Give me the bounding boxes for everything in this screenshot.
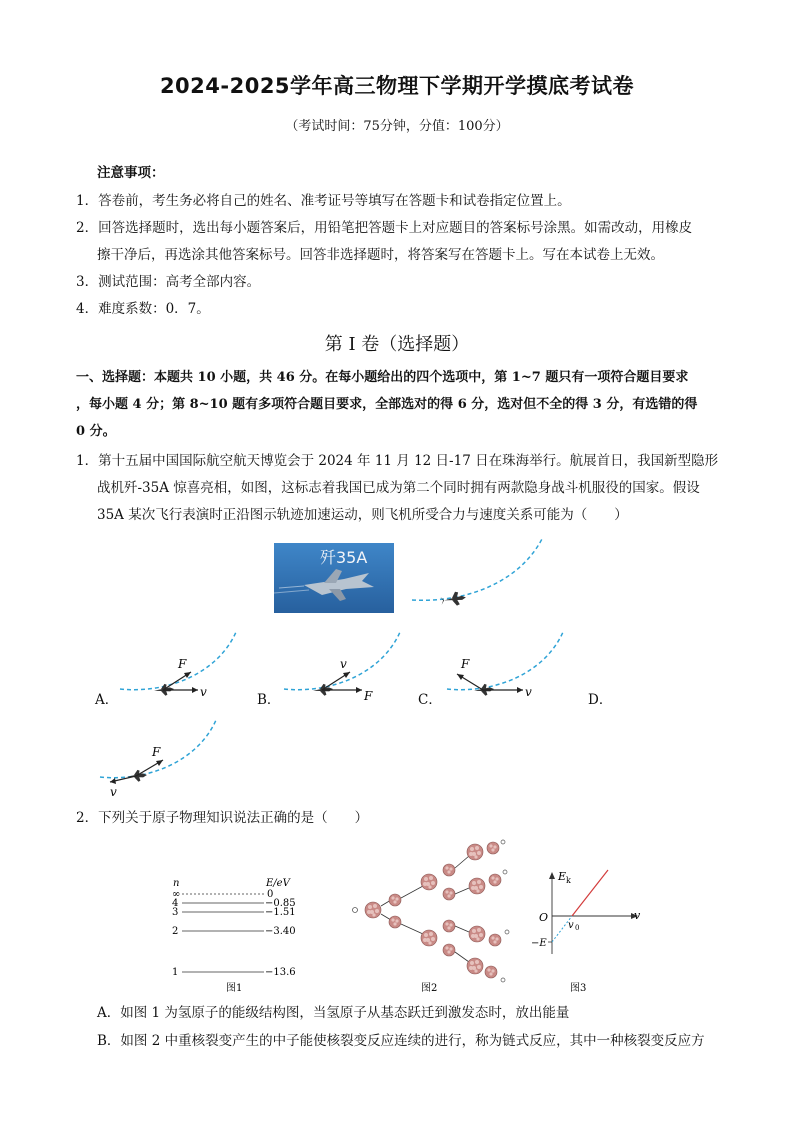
option-label-a: A．: [95, 692, 119, 708]
svg-text:k: k: [566, 876, 571, 885]
svg-text:0: 0: [575, 924, 580, 932]
svg-text:F: F: [178, 657, 187, 671]
svg-text:−0.85: −0.85: [265, 898, 296, 909]
section-title: 第 I 卷（选择题）: [324, 334, 470, 355]
svg-text:图2: 图2: [421, 983, 438, 994]
q1-stem: 35A 某次飞行表演时正沿图示轨迹加速运动，则飞机所受合力与速度关系可能为（ ）: [97, 507, 628, 523]
option-c-diagram: [445, 628, 570, 703]
svg-text:F: F: [364, 689, 373, 703]
svg-text:O: O: [539, 911, 549, 924]
photoelectric-graph: [530, 866, 645, 996]
svg-text:v: v: [340, 657, 347, 671]
svg-text:0: 0: [267, 889, 274, 900]
option-d-diagram: [98, 716, 223, 798]
svg-text:4: 4: [172, 898, 179, 909]
svg-text:F: F: [461, 657, 470, 671]
svg-text:图1: 图1: [226, 983, 243, 994]
svg-text:−E: −E: [531, 938, 547, 949]
instruction-line: 一、选择题：本题共 10 小题，共 46 分。在每小题给出的四个选项中，第 1~7 题只有一项符合题目要求: [76, 370, 689, 385]
svg-text:v: v: [568, 920, 574, 931]
svg-text:F: F: [152, 745, 161, 759]
option-a-diagram: [118, 628, 243, 703]
svg-text:图3: 图3: [570, 983, 587, 994]
instruction-line: 0 分。: [76, 424, 116, 439]
option-b-diagram: [282, 628, 407, 703]
photo-label: 歼35A: [320, 548, 368, 567]
instruction-line: ，每小题 4 分；第 8~10 题有多项符合题目要求，全部选对的得 6 分，选对但不全的得 3 分，有选错的得: [76, 397, 698, 412]
svg-text:v: v: [634, 909, 641, 922]
svg-text:−1.51: −1.51: [265, 907, 296, 918]
q1-stem: 1．第十五届中国国际航空航天博览会于 2024 年 11 月 12 日-17 日在珠海举行。航展首日，我国新型隐形: [76, 453, 719, 469]
svg-text:−3.40: −3.40: [265, 926, 296, 937]
option-label-b: B．: [257, 692, 281, 708]
svg-text:n: n: [173, 878, 180, 889]
exam-title: 2024-2025学年高三物理下学期开学摸底考试卷: [159, 74, 635, 98]
svg-text:3: 3: [172, 907, 179, 918]
svg-text:2: 2: [172, 926, 179, 937]
notice-item: 1．答卷前，考生务必将自己的姓名、准考证号等填写在答题卡和试卷指定位置上。: [76, 193, 571, 209]
exam-subtitle: （考试时间：75分钟，分值：100分）: [285, 119, 509, 134]
svg-text:v: v: [110, 785, 117, 798]
svg-text:−13.6: −13.6: [265, 967, 296, 978]
svg-text:E: E: [558, 870, 567, 883]
q2-option-b: B．如图 2 中重核裂变产生的中子能使核裂变反应连续的进行，称为链式反应，其中一种核裂变反应方: [97, 1033, 705, 1049]
option-label-d: D．: [588, 692, 613, 708]
notice-item: 擦干净后，再选涂其他答案标号。回答非选择题时，将答案写在答题卡上。写在本试卷上无效。: [97, 247, 664, 263]
j35a-photo: [274, 543, 394, 613]
energy-level-diagram: [168, 874, 308, 996]
q1-stem: 战机歼-35A 惊喜亮相，如图，这标志着我国已成为第二个同时拥有两款隐身战斗机服役的国家。假设: [97, 480, 700, 496]
svg-text:v: v: [525, 685, 532, 699]
chain-reaction-diagram: [345, 834, 515, 996]
q2-option-a: A．如图 1 为氢原子的能级结构图，当氢原子从基态跃迁到激发态时，放出能量: [97, 1005, 570, 1021]
notice-item: 3．测试范围：高考全部内容。: [76, 274, 261, 290]
notice-item: 4．难度系数：0．7。: [76, 301, 210, 317]
svg-text:v: v: [200, 685, 207, 699]
plane-icon: [440, 590, 467, 607]
svg-text:∞: ∞: [172, 889, 181, 900]
option-label-c: C．: [418, 692, 442, 708]
svg-text:1: 1: [172, 967, 179, 978]
svg-text:E/eV: E/eV: [266, 878, 290, 889]
notice-heading: 注意事项：: [97, 165, 165, 181]
q2-stem: 2．下列关于原子物理知识说法正确的是（ ）: [76, 810, 369, 826]
notice-item: 2．回答选择题时，选出每小题答案后，用铅笔把答题卡上对应题目的答案标号涂黑。如需改动，用橡皮: [76, 220, 693, 236]
trajectory-diagram: [410, 533, 550, 613]
